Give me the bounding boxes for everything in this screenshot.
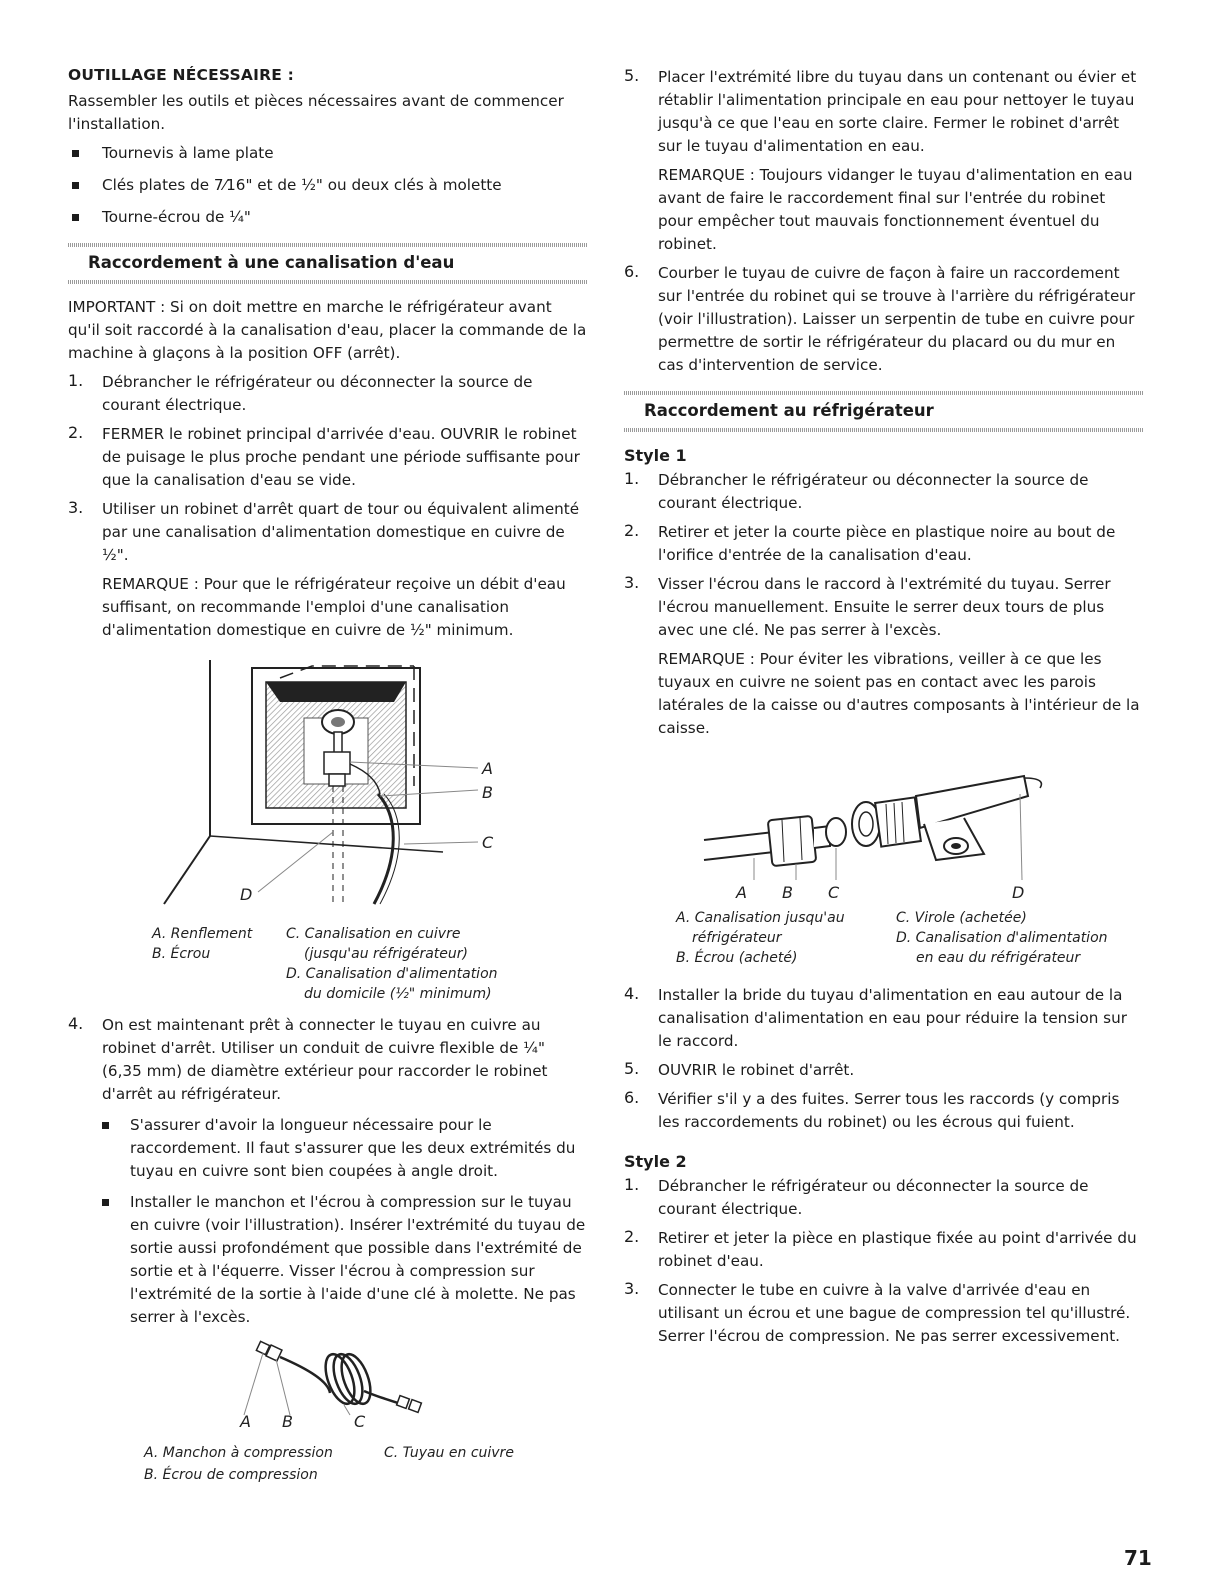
- section-title: Raccordement au réfrigérateur: [644, 401, 934, 420]
- caption-c: C. Tuyau en cuivre: [384, 1445, 514, 1461]
- caption-a2: réfrigérateur: [692, 930, 782, 946]
- caption-c: C. Virole (achetée): [896, 910, 1027, 926]
- tools-heading: OUTILLAGE NÉCESSAIRE :: [68, 66, 294, 84]
- important-note: IMPORTANT : Si on doit mettre en marche le réfrigérateur avant qu'il soit raccordé à la canalisation d'eau, placer la commande de la machine à glaçons à la position OFF (arrêt).: [68, 298, 587, 362]
- step-number: 5.: [624, 66, 640, 85]
- caption-d1: D. Canalisation d'alimentation: [896, 930, 1108, 946]
- step-number: 3.: [68, 498, 84, 517]
- fig3-label-a: A: [736, 883, 747, 898]
- step-text: Débrancher le réfrigérateur ou déconnecter la source de courant électrique.: [658, 1177, 1089, 1218]
- fig3-label-c: C: [828, 883, 840, 898]
- fig1-label-a: A: [482, 759, 493, 778]
- fig1-label-c: C: [482, 833, 494, 852]
- step-number: 5.: [624, 1059, 640, 1078]
- caption-b: B. Écrou de compression: [144, 1467, 318, 1483]
- left-column: [68, 66, 588, 1487]
- step-text: Vérifier s'il y a des fuites. Serrer tous les raccords (y compris les raccordements du robinet) ou les écrous qui fuient.: [658, 1090, 1120, 1131]
- step-text: Placer l'extrémité libre du tuyau dans un contenant ou évier et rétablir l'alimentation principale en eau pour nettoyer le tuyau jusqu'à ce que l'eau en sorte claire. Fermer le robinet d'arrêt sur le tuyau d'alimentation en eau.: [658, 68, 1137, 155]
- tool-item: Tournevis à lame plate: [68, 142, 588, 165]
- step-text: On est maintenant prêt à connecter le tuyau en cuivre au robinet d'arrêt. Utiliser un conduit de cuivre flexible de ¼" (6,35 mm) de diamètre extérieur pour raccorder le robinet d'arrêt au réfrigérateur.: [102, 1016, 548, 1103]
- caption-c1: C. Canalisation en cuivre: [286, 926, 461, 942]
- fig2-label-a: A: [240, 1412, 251, 1431]
- caption-b: B. Écrou (acheté): [676, 950, 798, 966]
- refrigerator-connection-figure: [624, 748, 1144, 898]
- step-number: 1.: [624, 1175, 640, 1194]
- tool-item: Tourne-écrou de ¼": [68, 206, 588, 229]
- tools-intro: Rassembler les outils et pièces nécessaires avant de commencer l'installation.: [68, 92, 564, 133]
- fig3-caption: [624, 908, 1144, 970]
- step-text: OUVRIR le robinet d'arrêt.: [658, 1061, 855, 1079]
- step-item: [624, 469, 1144, 515]
- step-item: [68, 423, 588, 492]
- caption-b: B. Écrou: [152, 946, 211, 962]
- fig3-label-b: B: [782, 883, 793, 898]
- section-heading-water-line: [68, 243, 588, 284]
- caption-a1: A. Canalisation jusqu'au: [676, 910, 845, 926]
- step-text: Débrancher le réfrigérateur ou déconnecter la source de courant électrique.: [658, 471, 1089, 512]
- fig2-caption: [68, 1443, 588, 1487]
- fig3-label-d: D: [1012, 883, 1025, 898]
- right-column: [624, 66, 1144, 1354]
- fig1-label-d: D: [240, 885, 253, 904]
- tools-list: [68, 142, 588, 229]
- step-text: Retirer et jeter la pièce en plastique fixée au point d'arrivée du robinet d'eau.: [658, 1229, 1137, 1270]
- caption-d2: du domicile (½" minimum): [304, 986, 492, 1002]
- compression-fitting-figure: [68, 1337, 588, 1431]
- step-text: Utiliser un robinet d'arrêt quart de tour ou équivalent alimenté par une canalisation d'alimentation domestique en cuivre de ½".: [102, 500, 580, 564]
- step-item: [68, 1014, 588, 1329]
- step-text: Connecter le tube en cuivre à la valve d'arrivée d'eau en utilisant un écrou et une bague de compression tel qu'illustré. Serrer l'écrou de compression. Ne pas serrer excessivement.: [658, 1281, 1131, 1345]
- step-item: [68, 371, 588, 417]
- fig1-label-b: B: [482, 783, 493, 802]
- fig2-label-c: C: [354, 1412, 366, 1431]
- step-number: 1.: [624, 469, 640, 488]
- step-item: [624, 1059, 1144, 1082]
- section-heading-refrigerator: [624, 391, 1144, 432]
- step-note: REMARQUE : Pour éviter les vibrations, veiller à ce que les tuyaux en cuivre ne soient pas en contact avec les parois latérales de la caisse ou d'autres composants à l'intérieur de la caisse.: [658, 650, 1140, 737]
- caption-a: A. Manchon à compression: [144, 1445, 333, 1461]
- step-number: 2.: [68, 423, 84, 442]
- step-item: [624, 1088, 1144, 1134]
- step-note: REMARQUE : Pour que le réfrigérateur reçoive un débit d'eau suffisant, on recommande l'emploi d'une canalisation d'alimentation domestique en cuivre de ½" minimum.: [102, 575, 566, 639]
- step-number: 3.: [624, 573, 640, 592]
- fig2-labels: [236, 1407, 436, 1437]
- step-item: [624, 1227, 1144, 1273]
- step-item: [624, 262, 1144, 377]
- style1-heading: Style 1: [624, 446, 687, 465]
- step-item: [624, 1279, 1144, 1348]
- step-item: [624, 573, 1144, 740]
- step-text: Installer la bride du tuyau d'alimentation en eau autour de la canalisation d'alimentation en eau pour réduire la tension sur le raccord.: [658, 986, 1127, 1050]
- bullet-item: Installer le manchon et l'écrou à compression sur le tuyau en cuivre (voir l'illustration). Insérer l'extrémité du tuyau de sortie aussi profondément que possible dans l'extrémité de sortie et à l'équerre. Visser l'écrou à compression sur l'extrémité de la sortie à l'aide d'une clé à molette. Ne pas serrer à l'excès.: [102, 1191, 588, 1329]
- step-item: [624, 1175, 1144, 1221]
- step-number: 4.: [624, 984, 640, 1003]
- step-item: [624, 66, 1144, 256]
- step-number: 3.: [624, 1279, 640, 1298]
- step-text: Visser l'écrou dans le raccord à l'extrémité du tuyau. Serrer l'écrou manuellement. Ensuite le serrer deux tours de plus avec une clé. Ne pas serrer à l'excès.: [658, 575, 1111, 639]
- step-number: 4.: [68, 1014, 84, 1033]
- step-item: [68, 498, 588, 642]
- caption-d2: en eau du réfrigérateur: [916, 950, 1081, 966]
- bullet-item: S'assurer d'avoir la longueur nécessaire pour le raccordement. Il faut s'assurer que les deux extrémités du tuyau en cuivre sont bien coupées à angle droit.: [102, 1114, 588, 1183]
- step-number: 2.: [624, 1227, 640, 1246]
- step-number: 6.: [624, 262, 640, 281]
- step-text: Courber le tuyau de cuivre de façon à faire un raccordement sur l'entrée du robinet qui se trouve à l'arrière du réfrigérateur (voir l'illustration). Laisser un serpentin de tube en cuivre pour permettre de sortir le réfrigérateur du placard ou du mur en cas d'intervention de service.: [658, 264, 1136, 374]
- step-number: 2.: [624, 521, 640, 540]
- shutoff-valve-illustration: [68, 656, 588, 914]
- refrigerator-connection-illustration: [624, 748, 1144, 898]
- step-text: Débrancher le réfrigérateur ou déconnecter la source de courant électrique.: [102, 373, 533, 414]
- step-text: FERMER le robinet principal d'arrivée d'eau. OUVRIR le robinet de puisage le plus proche pendant une période suffisante pour que la canalisation d'eau se vide.: [102, 425, 580, 489]
- shutoff-valve-figure: [68, 656, 588, 914]
- style2-heading: Style 2: [624, 1152, 687, 1171]
- fig1-caption: [68, 924, 588, 1002]
- step4-bullets: [102, 1114, 588, 1329]
- caption-d1: D. Canalisation d'alimentation: [286, 966, 498, 982]
- step-item: [624, 521, 1144, 567]
- caption-c2: (jusqu'au réfrigérateur): [304, 946, 469, 962]
- caption-a: A. Renflement: [152, 926, 253, 942]
- step-note: REMARQUE : Toujours vidanger le tuyau d'alimentation en eau avant de faire le raccordement final sur l'entrée du robinet pour empêcher tout mauvais fonctionnement éventuel du robinet.: [658, 166, 1133, 253]
- page-number: 71: [1124, 1546, 1152, 1570]
- step-number: 1.: [68, 371, 84, 390]
- step-item: [624, 984, 1144, 1053]
- section-title: Raccordement à une canalisation d'eau: [88, 253, 455, 272]
- fig2-label-b: B: [282, 1412, 293, 1431]
- tool-item: Clés plates de 7⁄16" et de ½" ou deux clés à molette: [68, 174, 588, 197]
- step-text: Retirer et jeter la courte pièce en plastique noire au bout de l'orifice d'entrée de la canalisation d'eau.: [658, 523, 1116, 564]
- step-number: 6.: [624, 1088, 640, 1107]
